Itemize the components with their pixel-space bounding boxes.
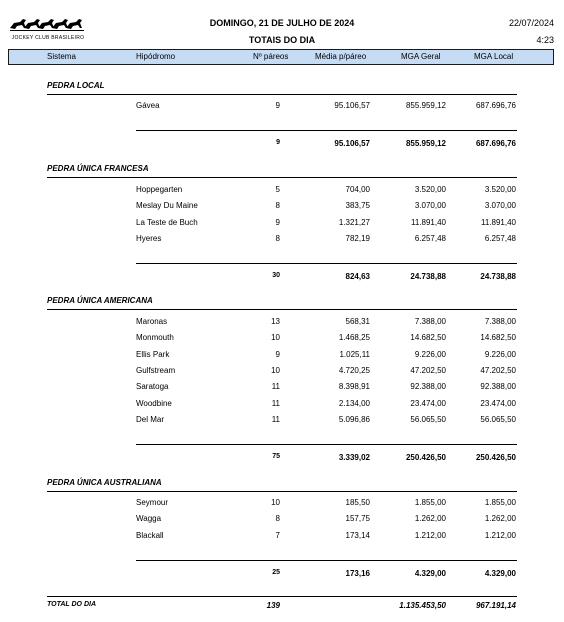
cell-mga-geral: 56.065,50: [410, 415, 446, 424]
cell-media: 157,75: [345, 514, 370, 523]
cell-mga-local: 1.212,00: [484, 531, 516, 540]
logo-text: JOCKEY CLUB BRASILEIRO: [11, 35, 85, 41]
section-divider: [47, 309, 517, 310]
cell-mga-local: 6.257,48: [484, 234, 516, 243]
section-divider: [47, 94, 517, 95]
cell-pareos: 11: [271, 382, 280, 391]
cell-pareos: 13: [271, 317, 280, 326]
cell-hipodromo: Monmouth: [136, 333, 174, 342]
column-header-bar: [8, 49, 554, 65]
subtotal-mga-local: 687.696,76: [475, 139, 516, 148]
cell-pareos: 8: [275, 201, 280, 210]
cell-mga-local: 3.070,00: [484, 201, 516, 210]
cell-media: 173,14: [345, 531, 370, 540]
cell-hipodromo: Saratoga: [136, 382, 169, 391]
cell-mga-local: 11.891,40: [481, 218, 516, 227]
cell-hipodromo: Wagga: [136, 514, 162, 523]
cell-hipodromo: Gulfstream: [136, 366, 176, 375]
subtotal-pareos: 30: [272, 272, 280, 279]
cell-mga-local: 687.696,76: [475, 101, 516, 110]
col-pareos: Nº páreos: [253, 52, 289, 61]
section-title: PEDRA LOCAL: [47, 81, 105, 90]
cell-hipodromo: Seymour: [136, 498, 169, 507]
cell-mga-geral: 3.520,00: [414, 185, 446, 194]
cell-mga-geral: 7.388,00: [414, 317, 446, 326]
cell-mga-geral: 6.257,48: [414, 234, 446, 243]
section-divider: [47, 491, 517, 492]
subtotal-divider: [136, 560, 517, 561]
section-title: PEDRA ÚNICA AUSTRALIANA: [47, 478, 162, 487]
grand-total-mga-local: 967.191,14: [475, 601, 516, 610]
cell-mga-geral: 47.202,50: [410, 366, 446, 375]
cell-pareos: 11: [271, 399, 280, 408]
cell-media: 704,00: [345, 185, 370, 194]
col-sistema: Sistema: [47, 52, 76, 61]
cell-pareos: 8: [275, 234, 280, 243]
cell-hipodromo: Ellis Park: [136, 350, 170, 359]
cell-hipodromo: La Teste de Buch: [136, 218, 198, 227]
section-title: PEDRA ÚNICA FRANCESA: [47, 164, 149, 173]
cell-pareos: 10: [271, 366, 280, 375]
cell-mga-local: 3.520,00: [484, 185, 516, 194]
col-hipodromo: Hipódromo: [136, 52, 176, 61]
cell-mga-local: 9.226,00: [484, 350, 516, 359]
cell-media: 185,50: [345, 498, 370, 507]
cell-mga-local: 1.855,00: [484, 498, 516, 507]
cell-mga-local: 23.474,00: [480, 399, 516, 408]
cell-mga-local: 7.388,00: [484, 317, 516, 326]
cell-pareos: 11: [271, 415, 280, 424]
cell-mga-geral: 14.682,50: [410, 333, 446, 342]
cell-mga-geral: 9.226,00: [414, 350, 446, 359]
report-subtitle: TOTAIS DO DIA: [248, 35, 316, 45]
subtotal-mga-local: 250.426,50: [475, 453, 516, 462]
subtotal-pareos: 75: [272, 453, 280, 460]
cell-pareos: 9: [275, 350, 280, 359]
cell-hipodromo: Maronas: [136, 317, 168, 326]
report-title: DOMINGO, 21 DE JULHO DE 2024: [209, 18, 355, 28]
subtotal-media: 3.339,02: [338, 453, 370, 462]
report-date: 22/07/2024: [508, 18, 554, 28]
cell-hipodromo: Hoppegarten: [136, 185, 183, 194]
cell-mga-geral: 92.388,00: [410, 382, 446, 391]
cell-media: 1.025,11: [339, 350, 370, 359]
cell-media: 8.398,91: [338, 382, 370, 391]
cell-media: 782,19: [345, 234, 370, 243]
cell-mga-geral: 1.212,00: [414, 531, 446, 540]
subtotal-pareos: 9: [276, 139, 280, 146]
subtotal-divider: [136, 263, 517, 264]
cell-pareos: 7: [275, 531, 280, 540]
subtotal-pareos: 25: [272, 569, 280, 576]
cell-media: 568,31: [345, 317, 370, 326]
cell-mga-geral: 11.891,40: [411, 218, 446, 227]
section-divider: [47, 177, 517, 178]
cell-media: 383,75: [345, 201, 370, 210]
cell-media: 95.106,57: [334, 101, 370, 110]
cell-hipodromo: Del Mar: [136, 415, 165, 424]
col-mga-local: MGA Local: [474, 52, 514, 61]
cell-media: 2.134,00: [338, 399, 370, 408]
subtotal-mga-geral: 250.426,50: [405, 453, 446, 462]
cell-hipodromo: Hyeres: [136, 234, 162, 243]
cell-mga-local: 14.682,50: [480, 333, 516, 342]
subtotal-media: 95.106,57: [334, 139, 370, 148]
cell-media: 1.321,27: [338, 218, 370, 227]
subtotal-mga-geral: 4.329,00: [414, 569, 446, 578]
cell-mga-local: 1.262,00: [484, 514, 516, 523]
cell-media: 1.468,25: [338, 333, 370, 342]
grand-total-label: TOTAL DO DIA: [47, 601, 96, 608]
cell-mga-geral: 855.959,12: [405, 101, 446, 110]
cell-mga-geral: 23.474,00: [410, 399, 446, 408]
grand-total-mga-geral: 1.135.453,50: [399, 601, 446, 610]
cell-pareos: 9: [275, 101, 280, 110]
grand-total-pareos: 139: [266, 601, 280, 610]
subtotal-media: 824,63: [345, 272, 370, 281]
subtotal-mga-geral: 855.959,12: [405, 139, 446, 148]
col-mga-geral: MGA Geral: [401, 52, 441, 61]
cell-media: 4.720,25: [338, 366, 370, 375]
subtotal-divider: [136, 130, 517, 131]
col-media: Média p/páreo: [315, 52, 367, 61]
subtotal-mga-local: 4.329,00: [484, 569, 516, 578]
cell-hipodromo: Woodbine: [136, 399, 172, 408]
cell-mga-geral: 3.070,00: [414, 201, 446, 210]
cell-hipodromo: Blackall: [136, 531, 164, 540]
cell-mga-geral: 1.855,00: [414, 498, 446, 507]
subtotal-divider: [136, 444, 517, 445]
cell-pareos: 10: [271, 333, 280, 342]
section-title: PEDRA ÚNICA AMERICANA: [47, 296, 153, 305]
cell-pareos: 8: [275, 514, 280, 523]
cell-mga-local: 56.065,50: [480, 415, 516, 424]
report-time: 4:23: [536, 35, 554, 45]
subtotal-media: 173,16: [345, 569, 370, 578]
cell-hipodromo: Gávea: [136, 101, 160, 110]
cell-mga-local: 92.388,00: [480, 382, 516, 391]
cell-hipodromo: Meslay Du Maine: [136, 201, 198, 210]
cell-mga-geral: 1.262,00: [414, 514, 446, 523]
subtotal-mga-local: 24.738,88: [480, 272, 516, 281]
cell-media: 5.096,86: [338, 415, 370, 424]
cell-pareos: 9: [275, 218, 280, 227]
grand-total-divider: [47, 596, 517, 597]
cell-mga-local: 47.202,50: [480, 366, 516, 375]
cell-pareos: 10: [271, 498, 280, 507]
cell-pareos: 5: [275, 185, 280, 194]
subtotal-mga-geral: 24.738,88: [410, 272, 446, 281]
